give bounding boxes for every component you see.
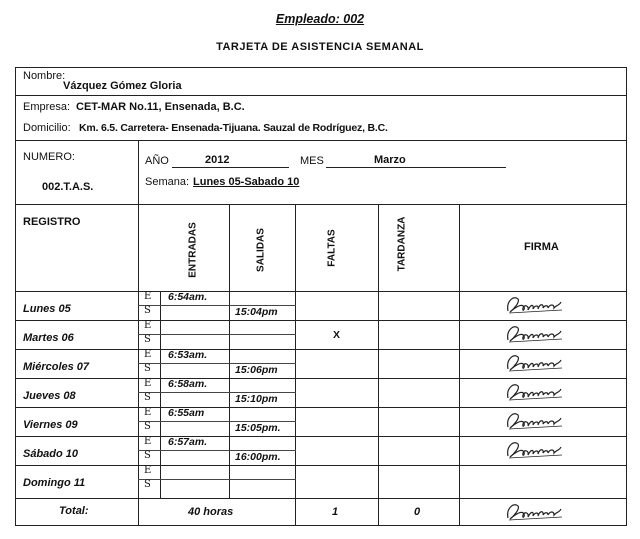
salida-time: 15:04pm	[235, 306, 278, 318]
faltas-header: FALTAS	[326, 229, 338, 267]
domicilio-label: Domicilio:	[23, 122, 71, 134]
entrada-time: 6:55am	[168, 407, 205, 419]
salida-time: 16:00pm.	[235, 451, 281, 463]
exit-code: S	[144, 479, 151, 490]
exit-code: S	[144, 392, 151, 403]
total-faltas: 1	[332, 506, 339, 518]
mes-label: MES	[300, 155, 324, 167]
total-label: Total:	[59, 505, 89, 517]
entrada-time: 6:54am.	[168, 291, 208, 303]
nombre-label: Nombre:	[23, 70, 66, 82]
entry-code: E	[144, 291, 152, 302]
signature	[504, 293, 566, 317]
day-name: Lunes 05	[23, 303, 71, 315]
domicilio-value: Km. 6.5. Carretera- Ensenada-Tijuana. Sauzal de Rodríguez, B.C.	[79, 122, 388, 134]
signature	[504, 351, 566, 375]
semana-label: Semana:	[145, 176, 190, 188]
entry-code: E	[144, 436, 152, 447]
nombre-value: Vázquez Gómez Gloria	[63, 80, 182, 92]
entry-code: E	[144, 407, 152, 418]
entrada-time: 6:58am.	[168, 378, 208, 390]
day-name: Sábado 10	[23, 448, 79, 460]
salidas-header: SALIDAS	[255, 228, 267, 272]
signature	[504, 380, 566, 404]
exit-code: S	[144, 334, 151, 345]
entradas-header: ENTRADAS	[187, 222, 199, 278]
signature	[504, 322, 566, 346]
tardanza-header: TARDANZA	[396, 216, 408, 272]
numero-label: NUMERO:	[23, 151, 75, 163]
entry-code: E	[144, 378, 152, 389]
total-horas: 40 horas	[188, 506, 234, 518]
salida-time: 15:05pm.	[235, 422, 281, 434]
signature	[504, 409, 566, 433]
salida-time: 15:10pm	[235, 393, 278, 405]
day-name: Miércoles 07	[23, 361, 90, 373]
exit-code: S	[144, 450, 151, 461]
day-name: Jueves 08	[23, 390, 76, 402]
semana-value: Lunes 05-Sabado 10	[193, 176, 300, 188]
signature	[504, 438, 566, 462]
entrada-time: 6:53am.	[168, 349, 208, 361]
falta-mark: X	[333, 329, 341, 341]
day-name: Viernes 09	[23, 419, 78, 431]
exit-code: S	[144, 421, 151, 432]
attendance-card	[15, 67, 627, 526]
employee-number: Empleado: 002	[275, 12, 365, 26]
empresa-value: CET-MAR No.11, Ensenada, B.C.	[76, 101, 245, 113]
total-tardanza: 0	[414, 506, 421, 518]
anio-label: AÑO	[145, 155, 169, 167]
card-title: TARJETA DE ASISTENCIA SEMANAL	[216, 41, 424, 53]
registro-header: REGISTRO	[23, 216, 81, 228]
firma-header: FIRMA	[524, 241, 559, 253]
entry-code: E	[144, 349, 152, 360]
signature-total	[504, 500, 566, 524]
entry-code: E	[144, 320, 152, 331]
exit-code: S	[144, 363, 151, 374]
day-name: Martes 06	[23, 332, 74, 344]
entry-code: E	[144, 465, 152, 476]
exit-code: S	[144, 305, 151, 316]
anio-value: 2012	[205, 154, 230, 166]
numero-value: 002.T.A.S.	[42, 181, 94, 193]
entrada-time: 6:57am.	[168, 436, 208, 448]
mes-value: Marzo	[374, 154, 406, 166]
day-name: Domingo 11	[23, 477, 86, 489]
salida-time: 15:06pm	[235, 364, 278, 376]
empresa-label: Empresa:	[23, 101, 71, 113]
